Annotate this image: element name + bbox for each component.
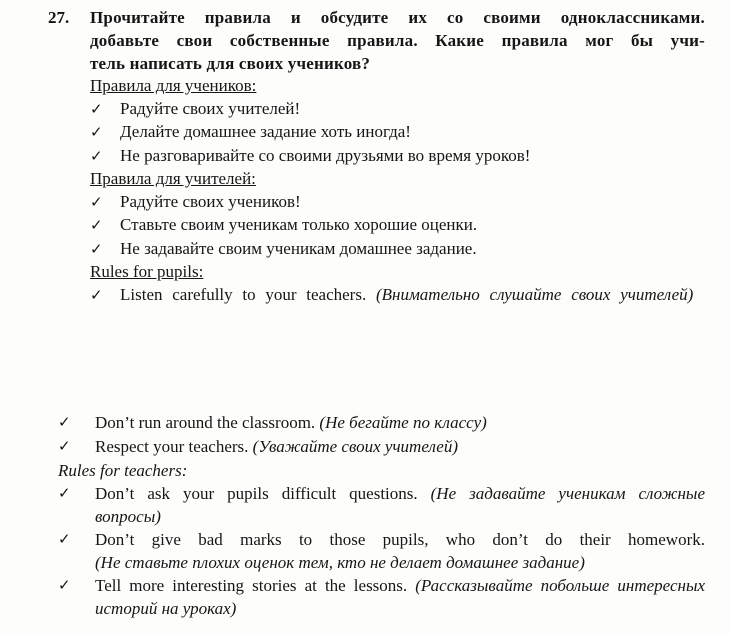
rule-text: Не разговаривайте со своими друзьями во время уроков! <box>120 145 531 165</box>
rule-translation: (Не ставьте плохих оценок тем, кто не делает домашнее задание) <box>95 553 585 572</box>
checkmark-icon: ✓ <box>58 439 71 455</box>
task-text <box>90 6 705 75</box>
rule-item <box>58 482 705 528</box>
rule-body <box>95 435 705 458</box>
checkmark-icon: ✓ <box>58 415 71 431</box>
task-line-3: тель написать для своих учеников? <box>90 54 371 73</box>
rule-item <box>58 435 705 459</box>
checkmark-icon: ✓ <box>90 287 103 304</box>
checkmark-icon: ✓ <box>90 125 103 141</box>
checkmark-icon: ✓ <box>90 194 103 211</box>
rule-body <box>95 574 705 620</box>
checkmark-icon: ✓ <box>58 532 71 548</box>
checkmark-icon: ✓ <box>58 486 71 502</box>
rule-body <box>120 284 705 307</box>
rule-translation: (Внимательно слушайте своих учителей) <box>375 284 694 304</box>
checkmark-icon: ✓ <box>90 218 103 234</box>
rule-body <box>95 482 705 528</box>
rule-text: Ставьте своим ученикам только хорошие оценки. <box>120 215 478 234</box>
rule-item <box>90 238 705 262</box>
rule-item <box>90 121 705 145</box>
rule-translation: (Уважайте своих учителей) <box>252 437 458 456</box>
rule-text: Listen carefully to your teachers. <box>120 284 367 304</box>
exercise-task <box>0 0 730 75</box>
rule-item <box>58 528 705 574</box>
rule-translation: (Рассказывайте побольше интересных историй на уроках) <box>95 576 706 618</box>
checkmark-icon: ✓ <box>90 148 103 165</box>
rule-body <box>95 411 705 434</box>
rule-text: Don’t ask your pupils difficult questions. <box>95 484 418 503</box>
rule-text: Tell more interesting stories at the lessons. <box>95 576 408 595</box>
rule-translation: (Не задавайте ученикам сложные вопросы) <box>95 484 705 526</box>
rule-item <box>90 284 705 308</box>
section-heading-pupil-rules-en: Rules for pupils: <box>90 262 204 281</box>
rule-item <box>90 191 705 215</box>
rule-text: Don’t run around the classroom. <box>95 413 316 432</box>
section-heading-pupil-rules-ru: Правила для учеников: <box>90 76 257 95</box>
rule-text: Don’t give bad marks to those pupils, who don’t do their homework. <box>95 530 705 549</box>
rule-text: Радуйте своих учителей! <box>120 98 301 118</box>
rule-text: Делайте домашнее задание хоть иногда! <box>120 122 411 141</box>
rule-item <box>58 411 705 435</box>
checkmark-icon: ✓ <box>90 241 103 258</box>
rule-item <box>90 98 705 122</box>
rule-item <box>90 214 705 238</box>
task-line-1: Прочитайте правила и обсудите их со своими одноклассниками. <box>90 8 705 27</box>
rule-text: Не задавайте своим ученикам домашнее задание. <box>120 238 477 258</box>
checkmark-icon: ✓ <box>58 578 71 594</box>
section-heading-teacher-rules-ru: Правила для учителей: <box>90 169 256 188</box>
rule-item <box>58 574 705 620</box>
rules-upper-block <box>90 75 705 307</box>
section-heading-teacher-rules-en: Rules for teachers: <box>58 461 188 480</box>
rules-lower-block <box>58 411 705 620</box>
exercise-number: 27. <box>48 8 70 27</box>
rule-translation: (Не бегайте по классу) <box>319 413 487 432</box>
rule-text: Радуйте своих учеников! <box>120 191 301 211</box>
rule-text: Respect your teachers. <box>95 437 249 456</box>
rule-item <box>90 145 705 169</box>
rule-body <box>95 528 705 574</box>
task-line-2: добавьте свои собственные правила. Какие правила мог бы учи- <box>90 31 705 50</box>
checkmark-icon: ✓ <box>90 101 103 118</box>
